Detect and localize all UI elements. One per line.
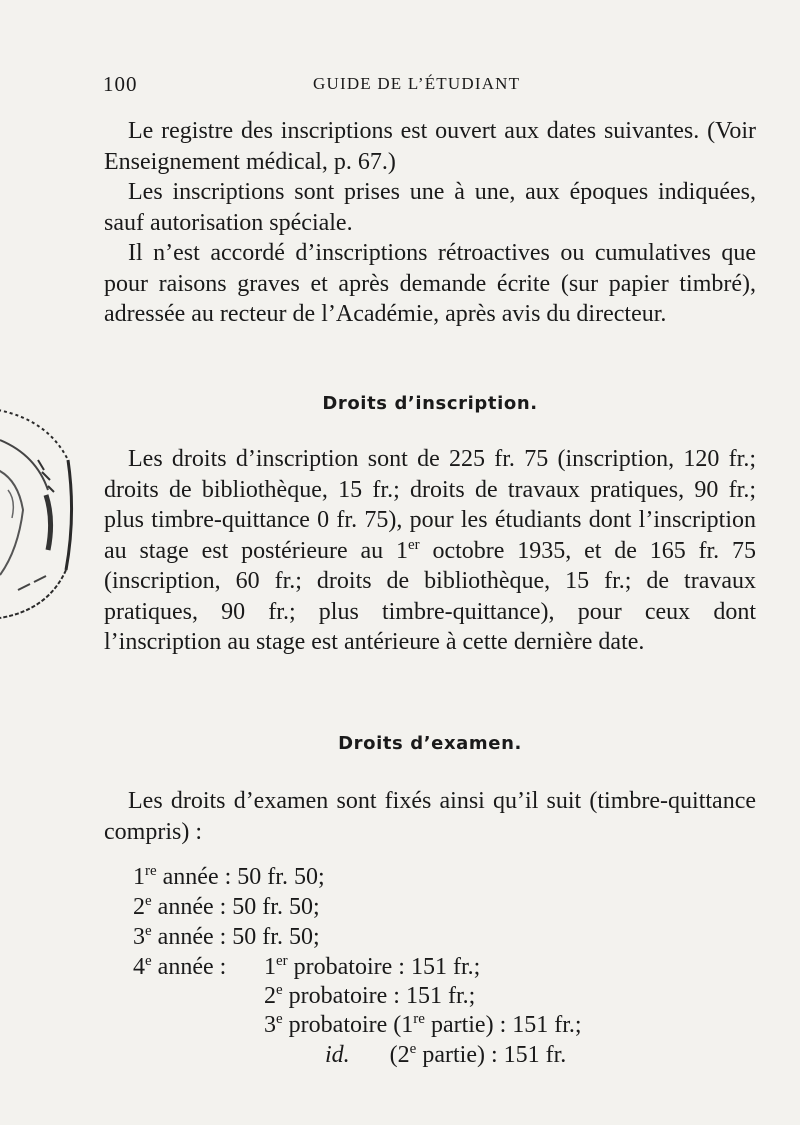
paragraph-text: octobre 1935, et de 165 fr. 75 (inscription, 60 fr.; droits de bibliothèque, 15 fr.; de travaux pratiques, 90 fr.; plus timbre-quittance), pour ceux dont l’inscription au stage est antérieure à cette dernière date. xyxy=(104,537,756,655)
fee-line-probatoire-1: 1er probatoire : 151 fr.; xyxy=(264,953,481,980)
library-stamp-icon xyxy=(0,400,80,630)
inscription-fees-section xyxy=(104,444,756,658)
section-heading: Droits d’examen. xyxy=(338,733,522,754)
running-title: GUIDE DE L’ÉTUDIANT xyxy=(313,74,521,93)
paragraph xyxy=(104,444,756,658)
page-number: 100 xyxy=(103,72,138,96)
fee-line-probatoire-3: 3e probatoire (1re partie) : 151 fr.; xyxy=(264,1011,582,1038)
paragraph: Les droits d’examen sont fixés ainsi qu’il suit (timbre-quittance compris) : xyxy=(104,788,756,845)
fee-line-year-4: 4e année : xyxy=(133,953,227,980)
fee-line-year-2: 2e année : 50 fr. 50; xyxy=(133,893,320,920)
exam-fees-intro xyxy=(104,786,756,847)
paragraph: Les inscriptions sont prises une à une, aux époques indiquées, sauf autorisation spéciale. xyxy=(104,179,756,236)
paragraph: Il n’est accordé d’inscriptions rétroactives ou cumulatives que pour raisons graves et après demande écrite (sur papier timbré), adressée au recteur de l’Académie, après avis du directeur. xyxy=(104,240,756,327)
fee-line-year-1: 1re année : 50 fr. 50; xyxy=(133,863,325,890)
fee-line-probatoire-3-part-2: id. (2e partie) : 151 fr. xyxy=(325,1041,567,1068)
paragraph: Le registre des inscriptions est ouvert aux dates suivantes. (Voir Enseignement médical, p. 67.) xyxy=(104,118,756,175)
superscript: er xyxy=(408,536,420,553)
fee-line-year-3: 3e année : 50 fr. 50; xyxy=(133,923,320,950)
section-heading: Droits d’inscription. xyxy=(322,393,538,414)
paragraph-text: Les droits d’inscription sont de 225 fr. 75 (inscription, 120 fr.; droits de bibliothèque, 15 fr.; droits de travaux pratiques, 90 fr.; plus timbre-quittance 0 fr. 75), pour les étudiants dont l’inscription au stage est postérieure au 1 xyxy=(104,446,756,564)
fee-line-probatoire-2: 2e probatoire : 151 fr.; xyxy=(264,982,476,1009)
